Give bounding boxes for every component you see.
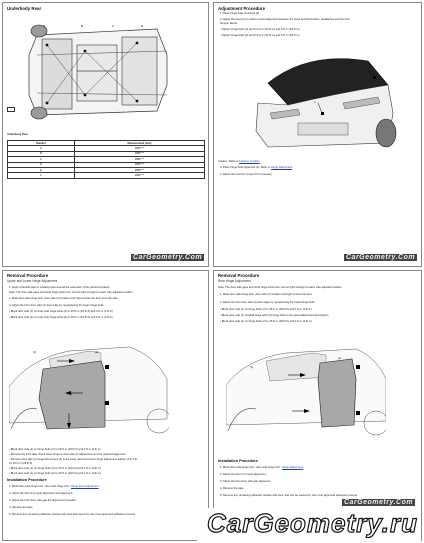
watermark: CarGeometry.Com [346, 254, 416, 261]
table-cell: 1888 *** [74, 167, 204, 172]
table-cell: A [8, 146, 75, 151]
step-text: in) 25 N·m (18 lb ft) [9, 462, 33, 465]
step-text: 2. Adjust the door for proper alignment and alignment. [9, 492, 74, 495]
section-heading: Installation Procedure [7, 478, 47, 482]
footer-watermark-text: CarGeometry.ru [207, 508, 418, 538]
hinge-adjustment-link[interactable]: Hinge Adjustment [282, 466, 304, 469]
step-text [9, 485, 99, 488]
step-text: Note: The door side gaps and hood hinge bolts from correct right enough to reach side adjusted position. [218, 286, 343, 289]
table-cell: D [8, 162, 75, 167]
table-header: Measurement (mm) [74, 141, 204, 146]
page-heading: Adjustment Procedure [218, 6, 266, 11]
step-text: • Block door side (1) on hinge bolts (2) to 25 N·m (18 lb ft) and 0 N·m (0 lb in) [9, 467, 101, 470]
table-cell: F [8, 173, 75, 178]
page-subheading: Upper and Lower Hinge Adjustment [7, 279, 58, 283]
step-text-part: 3. Place hinge bolts tightened (2). Refer to [220, 166, 271, 169]
step-text: 4. Remove the tape. [220, 487, 245, 490]
caution-link[interactable]: Fastener Caution [239, 160, 260, 163]
page-hood-adjustment [213, 2, 422, 267]
watermark: CarGeometry.Com [344, 499, 414, 506]
step-text: 5. Remove any remaining adhesive residue with care that cause by Use of an approved adhesive remover [9, 513, 136, 516]
step-text: • Block door side (1) on hinge bolts (2) to 25 N·m (18 lb ft) and 0 N·m (0 lb in) [220, 308, 312, 311]
svg-text:A: A [43, 24, 46, 28]
step-text: 2. Mark door side hinge bolt - door side (3) location and right remove the door from the side. [9, 297, 119, 300]
watermark: CarGeometry.Com [133, 254, 203, 261]
legend-icon [7, 107, 15, 112]
callout-label: (2) [338, 357, 342, 360]
page-underbody-rear [2, 2, 209, 267]
step-text: 3. Adjust the front door side gap alignment. [220, 480, 272, 483]
step-text: 1. Place hinge bolts loosened (2). [220, 12, 260, 15]
table-cell: E [8, 167, 75, 172]
page-rear-door-hinge [213, 270, 422, 541]
caution-prefix: Caution: Refer to [218, 160, 239, 163]
step-text: • Block door side (1) on body side hinge bolts (2) to 25 N·m (18 lb ft) and 0 N·m (0 lb in) [9, 310, 114, 313]
table-cell: 1888 *** [74, 173, 204, 178]
callout-label: (1) [250, 366, 254, 369]
svg-text:C: C [112, 24, 115, 28]
table-cell: 1888 *** [74, 151, 204, 156]
step-text: • Block door side (1) on hinge bolts (2) to 25 N·m (18 lb ft) and 0 N·m (0 lb in) [9, 448, 101, 451]
page-heading: Removal Procedure [7, 273, 49, 278]
callout-label: 2 [314, 101, 316, 104]
step-text: 4. Adjust the hood for proper fit if necessary. [220, 173, 273, 176]
hinge-door-adjustment-link[interactable]: Hinge Door Adjustment [71, 485, 99, 488]
step-text: Note: The door side gaps and hood hinge bolts from correct right enough to reach side adjusted position. [9, 291, 134, 294]
step-text: 2. Adjust the front door side (2) door edge by repositioning the lower hinge bolts. [220, 301, 316, 304]
step-text-part: 1. Block door side hinge bolt - door side hinge bolt - [220, 466, 282, 469]
step-text-part: 1. Block door side hinge bolt - door side hinge bolt - [9, 485, 71, 488]
step-text: bumper fascia. [220, 22, 238, 25]
step-text: 1. Mark door side hinge bolt - door side (1) location and right remove the door. [220, 293, 313, 296]
caution-text [218, 160, 260, 163]
table-cell: 1888 *** [74, 157, 204, 162]
step-text: • Block door side (1) reinstall hinge bolts (2) hinge bolts to the panel adjustment and tighten [220, 314, 329, 317]
step-text: 3. Adjust the front door side gap the alignment if needed. [9, 499, 77, 502]
step-text [220, 166, 292, 169]
step-text: • Block door side (1) on hinge bolts (2) to 25 N·m (18 lb ft) and 0 N·m (0 lb in) [9, 472, 101, 475]
step-text: • Block door side (1) on body side hinge bolts (2) to 25 N·m (18 lb ft) and 0 N·m (0 lb in) [9, 316, 114, 319]
step-text: 2. Adjust the hood (1) to obtain correct alignment between the hood and the fenders, headlamps and the front [220, 18, 350, 21]
step-text [220, 466, 303, 469]
step-text: • Remove door side (1) hinge bolt access (4) to the body panel and lower hinge adjustment tighten (4 to 0 lb [9, 458, 138, 461]
table-cell: 1888 *** [74, 162, 204, 167]
step-text: 5. Remove any remaining adhesive residue with care, that can be caused by Use of an approved adhesive remover [220, 494, 358, 497]
table-header: Number [8, 141, 75, 146]
page-front-door-hinge [2, 270, 209, 541]
step-text: • Tighten hinge bolts (2) and 5.9 N·m (52 lb in) and 6 N·m (53 lb in) [220, 28, 300, 31]
callout-label: (1) [33, 351, 37, 354]
svg-text:D: D [141, 24, 144, 28]
underbody-diagram [17, 15, 177, 123]
page-heading: Underbody Rear [7, 6, 42, 11]
rear-door-diagram [226, 339, 386, 437]
section-heading: Installation Procedure [218, 459, 258, 463]
page-subheading: Rear Hinge Adjustment [218, 279, 251, 283]
measurement-table [7, 140, 205, 179]
step-text: 1. Apply a flexible tape or masking tape around the perimeter of the painted surfaces. [9, 286, 111, 289]
hinge-adjustment-link[interactable]: Hinge Adjustment [271, 166, 293, 169]
page-heading: Removal Procedure [218, 273, 260, 278]
table-row [8, 173, 205, 178]
table-cell: 1888 *** [74, 146, 204, 151]
callout-label: 1 [358, 65, 360, 68]
svg-text:B: B [81, 24, 84, 28]
footer-watermark [197, 508, 421, 541]
table-cell: C [8, 157, 75, 162]
step-text: 2. Adjust the door for proper alignment. [220, 473, 267, 476]
callout-label: (3) [69, 393, 73, 396]
table-caption: Underbody Rear [7, 133, 28, 136]
step-text: 4. Remove the tape. [9, 506, 34, 509]
hood-diagram [248, 43, 398, 155]
callout-label: (2) [95, 351, 99, 354]
step-text: • Tighten hinge bolts (2) and 5.9 N·m (52 lb in) and 6 N·m (53 lb in) [220, 34, 300, 37]
step-text: • Remove the front door check lower hinge to door side (2) adjustment and the required alignment. [9, 453, 126, 456]
table-cell: B [8, 151, 75, 156]
step-text: • Block door side (1) on hinge bolts (2) to 25 N·m (18 lb ft) and 0 N·m (0 lb in) [220, 320, 312, 323]
step-text: 3. Adjust the front door side (2) door edge by repositioning the lower hinge bolts. [9, 304, 105, 307]
